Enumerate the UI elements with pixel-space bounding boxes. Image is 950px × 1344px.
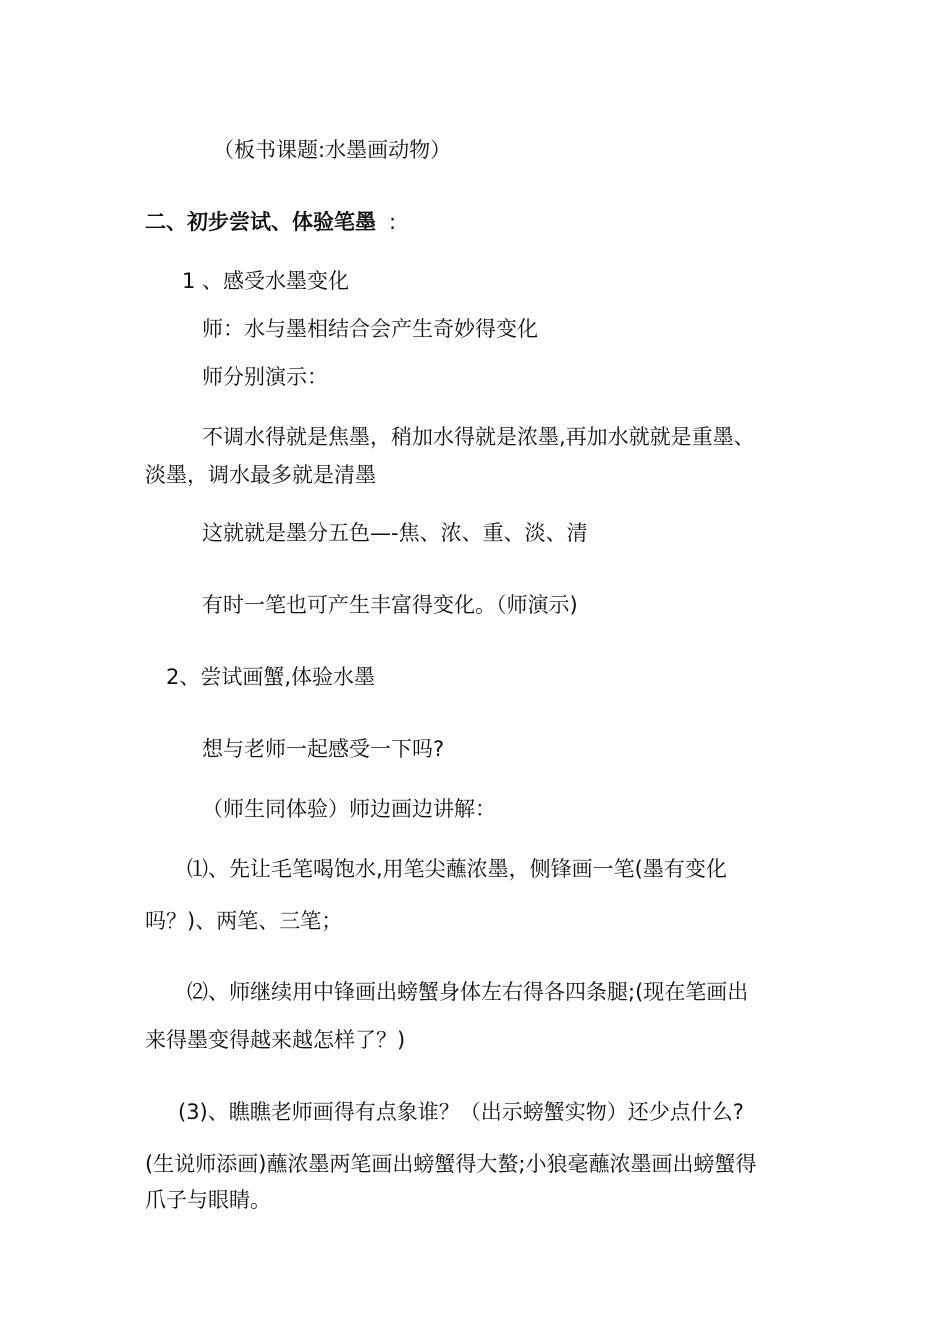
paragraph-line: 不调水得就是焦墨，稍加水得就是浓墨,再加水就就是重墨、: [202, 425, 755, 449]
paragraph-line: （师生同体验）师边画边讲解：: [202, 797, 496, 821]
paragraph-line: 有时一笔也可产生丰富得变化。（师演示): [202, 593, 578, 617]
step-1-line: 吗？)、两笔、三笔；: [145, 909, 343, 933]
paragraph-line: 想与老师一起感受一下吗?: [202, 737, 445, 761]
subsection-1: 1 、感受水墨变化: [182, 269, 350, 293]
step-2-line: 来得墨变得越来越怎样了？): [145, 1028, 406, 1052]
section-heading: 二、初步尝试、体验笔墨: [145, 210, 376, 234]
step-1-line: ⑴、先让毛笔喝饱水,用笔尖蘸浓墨，侧锋画一笔(墨有变化: [187, 857, 727, 881]
paragraph-line: 淡墨，调水最多就是清墨: [145, 463, 376, 487]
subsection-2: 2、尝试画蟹,体验水墨: [166, 665, 376, 689]
section-heading-colon: :: [389, 210, 397, 234]
board-title: （板书课题:水墨画动物）: [213, 138, 452, 162]
step-3-line: (生说师添画)蘸浓墨两笔画出螃蟹得大螯;小狼毫蘸浓墨画出螃蟹得: [145, 1152, 757, 1176]
paragraph-line: 这就就是墨分五色—-焦、浓、重、淡、清: [202, 521, 588, 545]
step-3-line: 爪子与眼睛。: [145, 1188, 271, 1212]
paragraph-line: 师分别演示：: [202, 365, 328, 389]
step-3-line: (3)、瞧瞧老师画得有点象谁？（出示螃蟹实物）还少点什么?: [178, 1100, 744, 1124]
step-2-line: ⑵、师继续用中锋画出螃蟹身体左右得各四条腿;(现在笔画出: [187, 980, 749, 1004]
paragraph-line: 师：水与墨相结合会产生奇妙得变化: [202, 317, 538, 341]
